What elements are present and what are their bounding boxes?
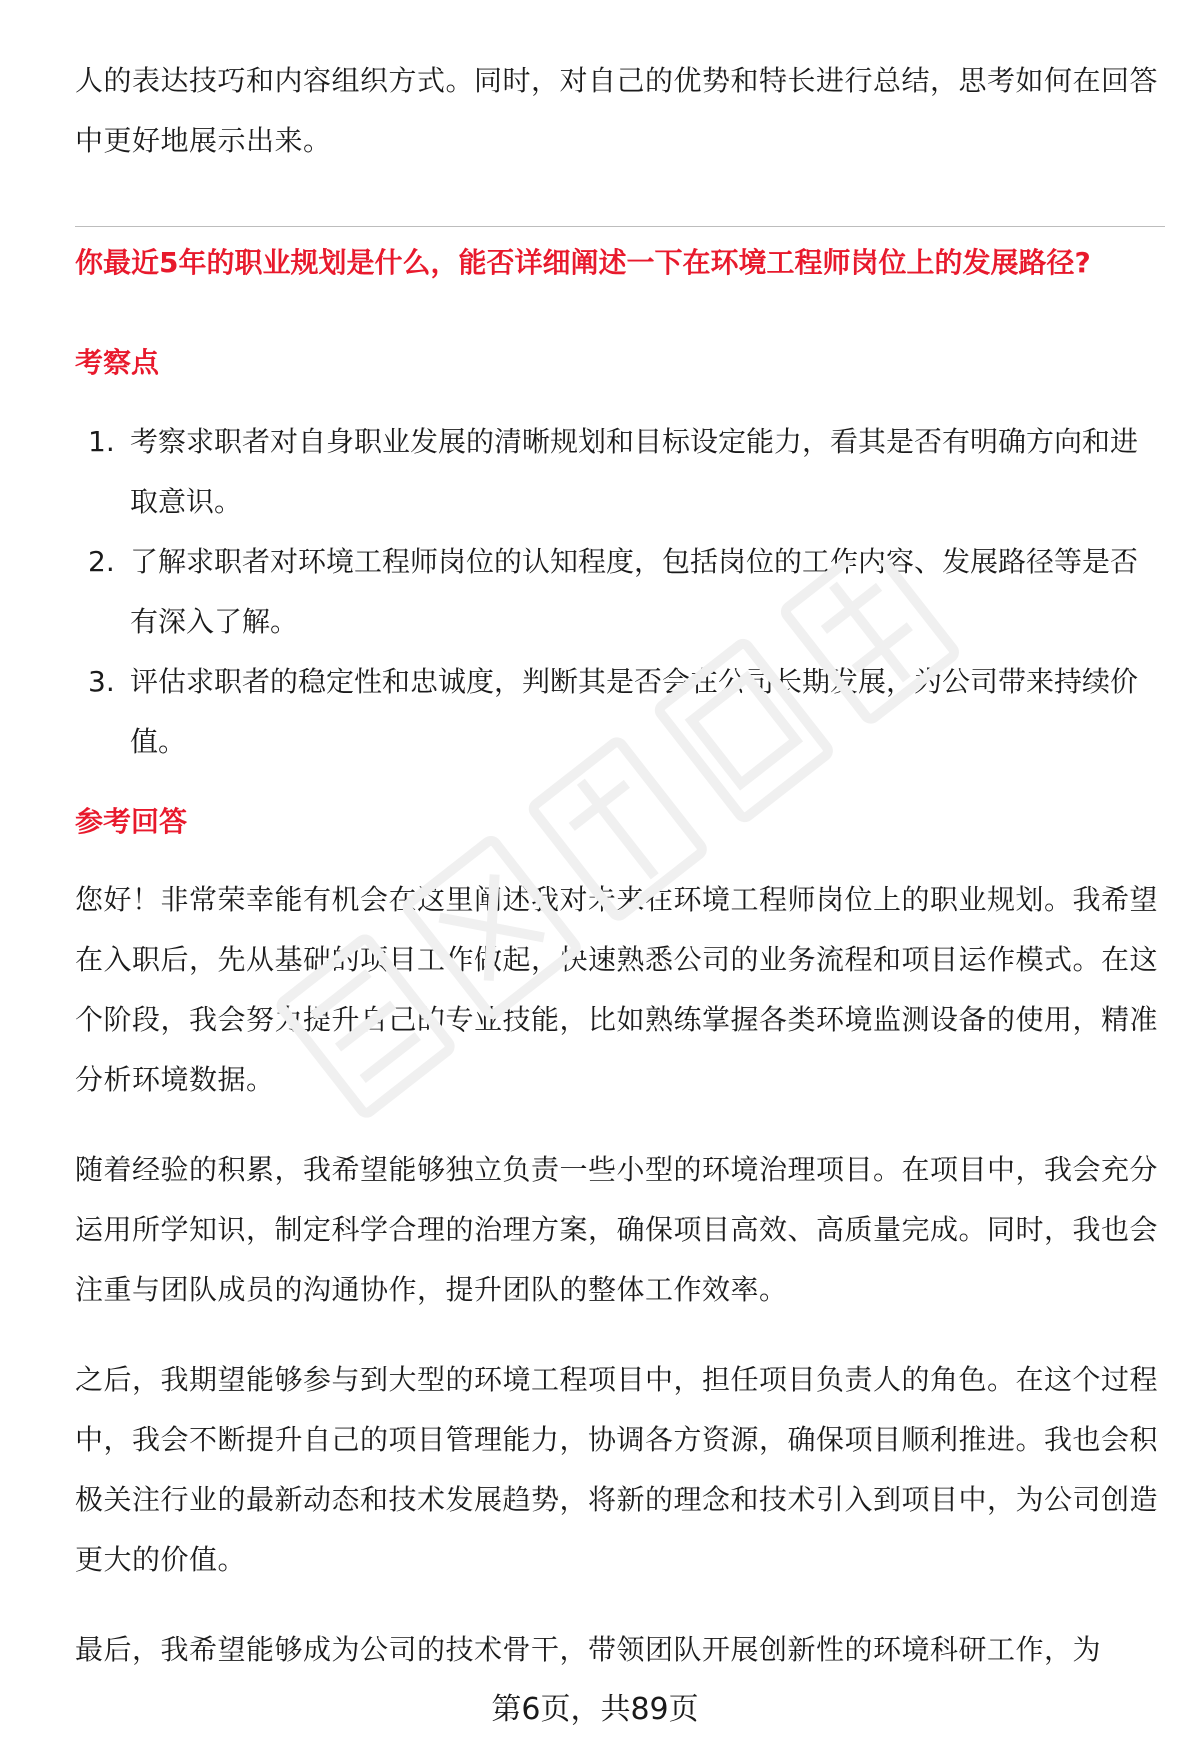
list-item (75, 652, 1165, 772)
list-item-text: 了解求职者对环境工程师岗位的认知程度，包括岗位的工作内容、发展路径等是否有深入了解。 (130, 545, 1139, 638)
list-item (75, 532, 1165, 652)
list-item-text: 考察求职者对自身职业发展的清晰规划和目标设定能力，看其是否有明确方向和进取意识。 (130, 425, 1139, 518)
answer-heading: 参考回答 (75, 805, 188, 838)
answer-paragraph: 最后，我希望能够成为公司的技术骨干，带领团队开展创新性的环境科研工作，为 (75, 1633, 1102, 1666)
list-item-number: 3. (88, 665, 115, 698)
list-item-text: 评估求职者的稳定性和忠诚度，判断其是否会在公司长期发展，为公司带来持续价值。 (130, 665, 1139, 758)
list-item-number: 1. (88, 425, 115, 458)
list-item (75, 412, 1165, 532)
answer-paragraph: 随着经验的积累，我希望能够独立负责一些小型的环境治理项目。在项目中，我会充分运用所学知识，制定科学合理的治理方案，确保项目高效、高质量完成。同时，我也会注重与团队成员的沟通协作，提升团队的整体工作效率。 (75, 1153, 1159, 1306)
page-footer: 第6页，共89页 (491, 1692, 699, 1727)
section-divider (75, 226, 1165, 227)
answer-paragraph: 之后，我期望能够参与到大型的环境工程项目中，担任项目负责人的角色。在这个过程中，我会不断提升自己的项目管理能力，协调各方资源，确保项目顺利推进。我也会积极关注行业的最新动态和技术发展趋势，将新的理念和技术引入到项目中，为公司创造更大的价值。 (75, 1363, 1159, 1576)
points-heading: 考察点 (75, 346, 160, 379)
list-item-number: 2. (88, 545, 115, 578)
answer-paragraph: 您好！非常荣幸能有机会在这里阐述我对未来在环境工程师岗位上的职业规划。我希望在入职后，先从基础的项目工作做起，快速熟悉公司的业务流程和项目运作模式。在这个阶段，我会努力提升自己的专业技能，比如熟练掌握各类环境监测设备的使用，精准分析环境数据。 (75, 883, 1159, 1096)
intro-paragraph: 人的表达技巧和内容组织方式。同时，对自己的优势和特长进行总结，思考如何在回答中更好地展示出来。 (75, 64, 1159, 157)
points-list (75, 412, 1165, 772)
question-heading: 你最近5年的职业规划是什么，能否详细阐述一下在环境工程师岗位上的发展路径? (75, 246, 1091, 279)
